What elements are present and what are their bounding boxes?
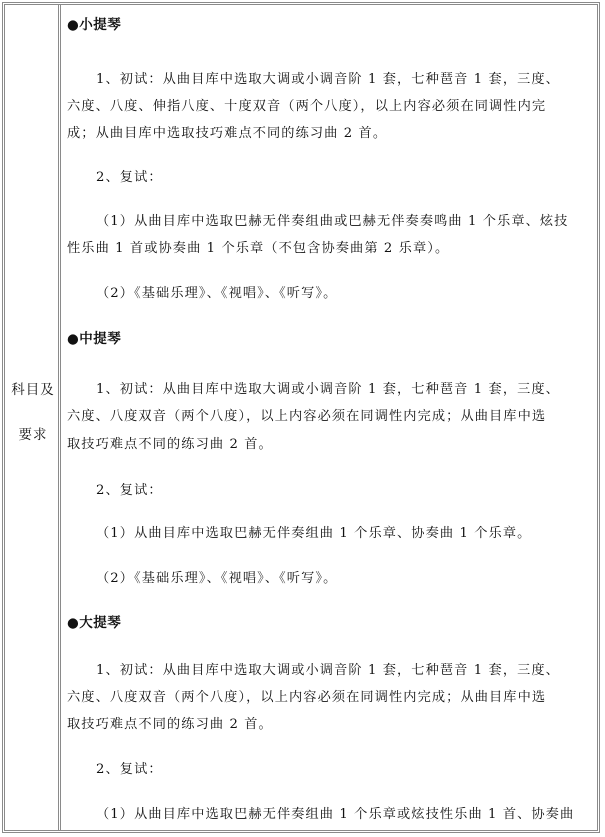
viola-retest-item1: （1）从曲目库中选取巴赫无伴奏组曲 1 个乐章、协奏曲 1 个乐章。 xyxy=(96,526,532,541)
violin-retest-item2: （2）《基础乐理》、《视唱》、《听写》。 xyxy=(96,286,338,301)
viola-initial-line-3: 取技巧难点不同的练习曲 2 首。 xyxy=(67,437,273,452)
label-line-1: 科目及 xyxy=(11,382,55,398)
section-heading-viola: ●中提琴 xyxy=(67,331,122,347)
section-heading-violin: ●小提琴 xyxy=(67,17,122,33)
label-column xyxy=(5,5,61,830)
violin-retest-item1-line-2: 性乐曲 1 首或协奏曲 1 个乐章（不包含协奏曲第 2 乐章）。 xyxy=(67,241,450,256)
cello-initial-line-1: 1、初试：从曲目库中选取大调或小调音阶 1 套，七种琶音 1 套，三度、 xyxy=(96,663,560,678)
violin-initial-line-1: 1、初试：从曲目库中选取大调或小调音阶 1 套，七种琶音 1 套，三度、 xyxy=(96,72,560,87)
viola-retest-item2: （2）《基础乐理》、《视唱》、《听写》。 xyxy=(96,571,338,586)
cello-initial-line-3: 取技巧难点不同的练习曲 2 首。 xyxy=(67,717,273,732)
violin-initial-line-2: 六度、八度、伸指八度、十度双音（两个八度），以上内容必须在同调性内完 xyxy=(67,99,547,114)
cello-retest-item1-line-1: （1）从曲目库中选取巴赫无伴奏组曲 1 个乐章或炫技性乐曲 1 首、协奏曲 xyxy=(96,807,575,822)
content-column xyxy=(64,5,597,830)
viola-retest-label: 2、复试： xyxy=(96,483,163,498)
viola-initial-line-2: 六度、八度双音（两个八度），以上内容必须在同调性内完成；从曲目库中选 xyxy=(67,409,547,424)
requirements-table xyxy=(2,2,600,833)
violin-retest-item1-line-1: （1）从曲目库中选取巴赫无伴奏组曲或巴赫无伴奏奏鸣曲 1 个乐章、炫技 xyxy=(96,214,569,229)
violin-retest-label: 2、复试： xyxy=(96,170,163,185)
violin-initial-line-3: 成；从曲目库中选取技巧难点不同的练习曲 2 首。 xyxy=(67,126,388,141)
cello-retest-label: 2、复试： xyxy=(96,762,163,777)
cello-initial-line-2: 六度、八度双音（两个八度），以上内容必须在同调性内完成；从曲目库中选 xyxy=(67,690,547,705)
section-heading-cello: ●大提琴 xyxy=(67,615,122,631)
viola-initial-line-1: 1、初试：从曲目库中选取大调或小调音阶 1 套，七种琶音 1 套，三度、 xyxy=(96,382,560,397)
label-line-2: 要求 xyxy=(18,427,48,443)
